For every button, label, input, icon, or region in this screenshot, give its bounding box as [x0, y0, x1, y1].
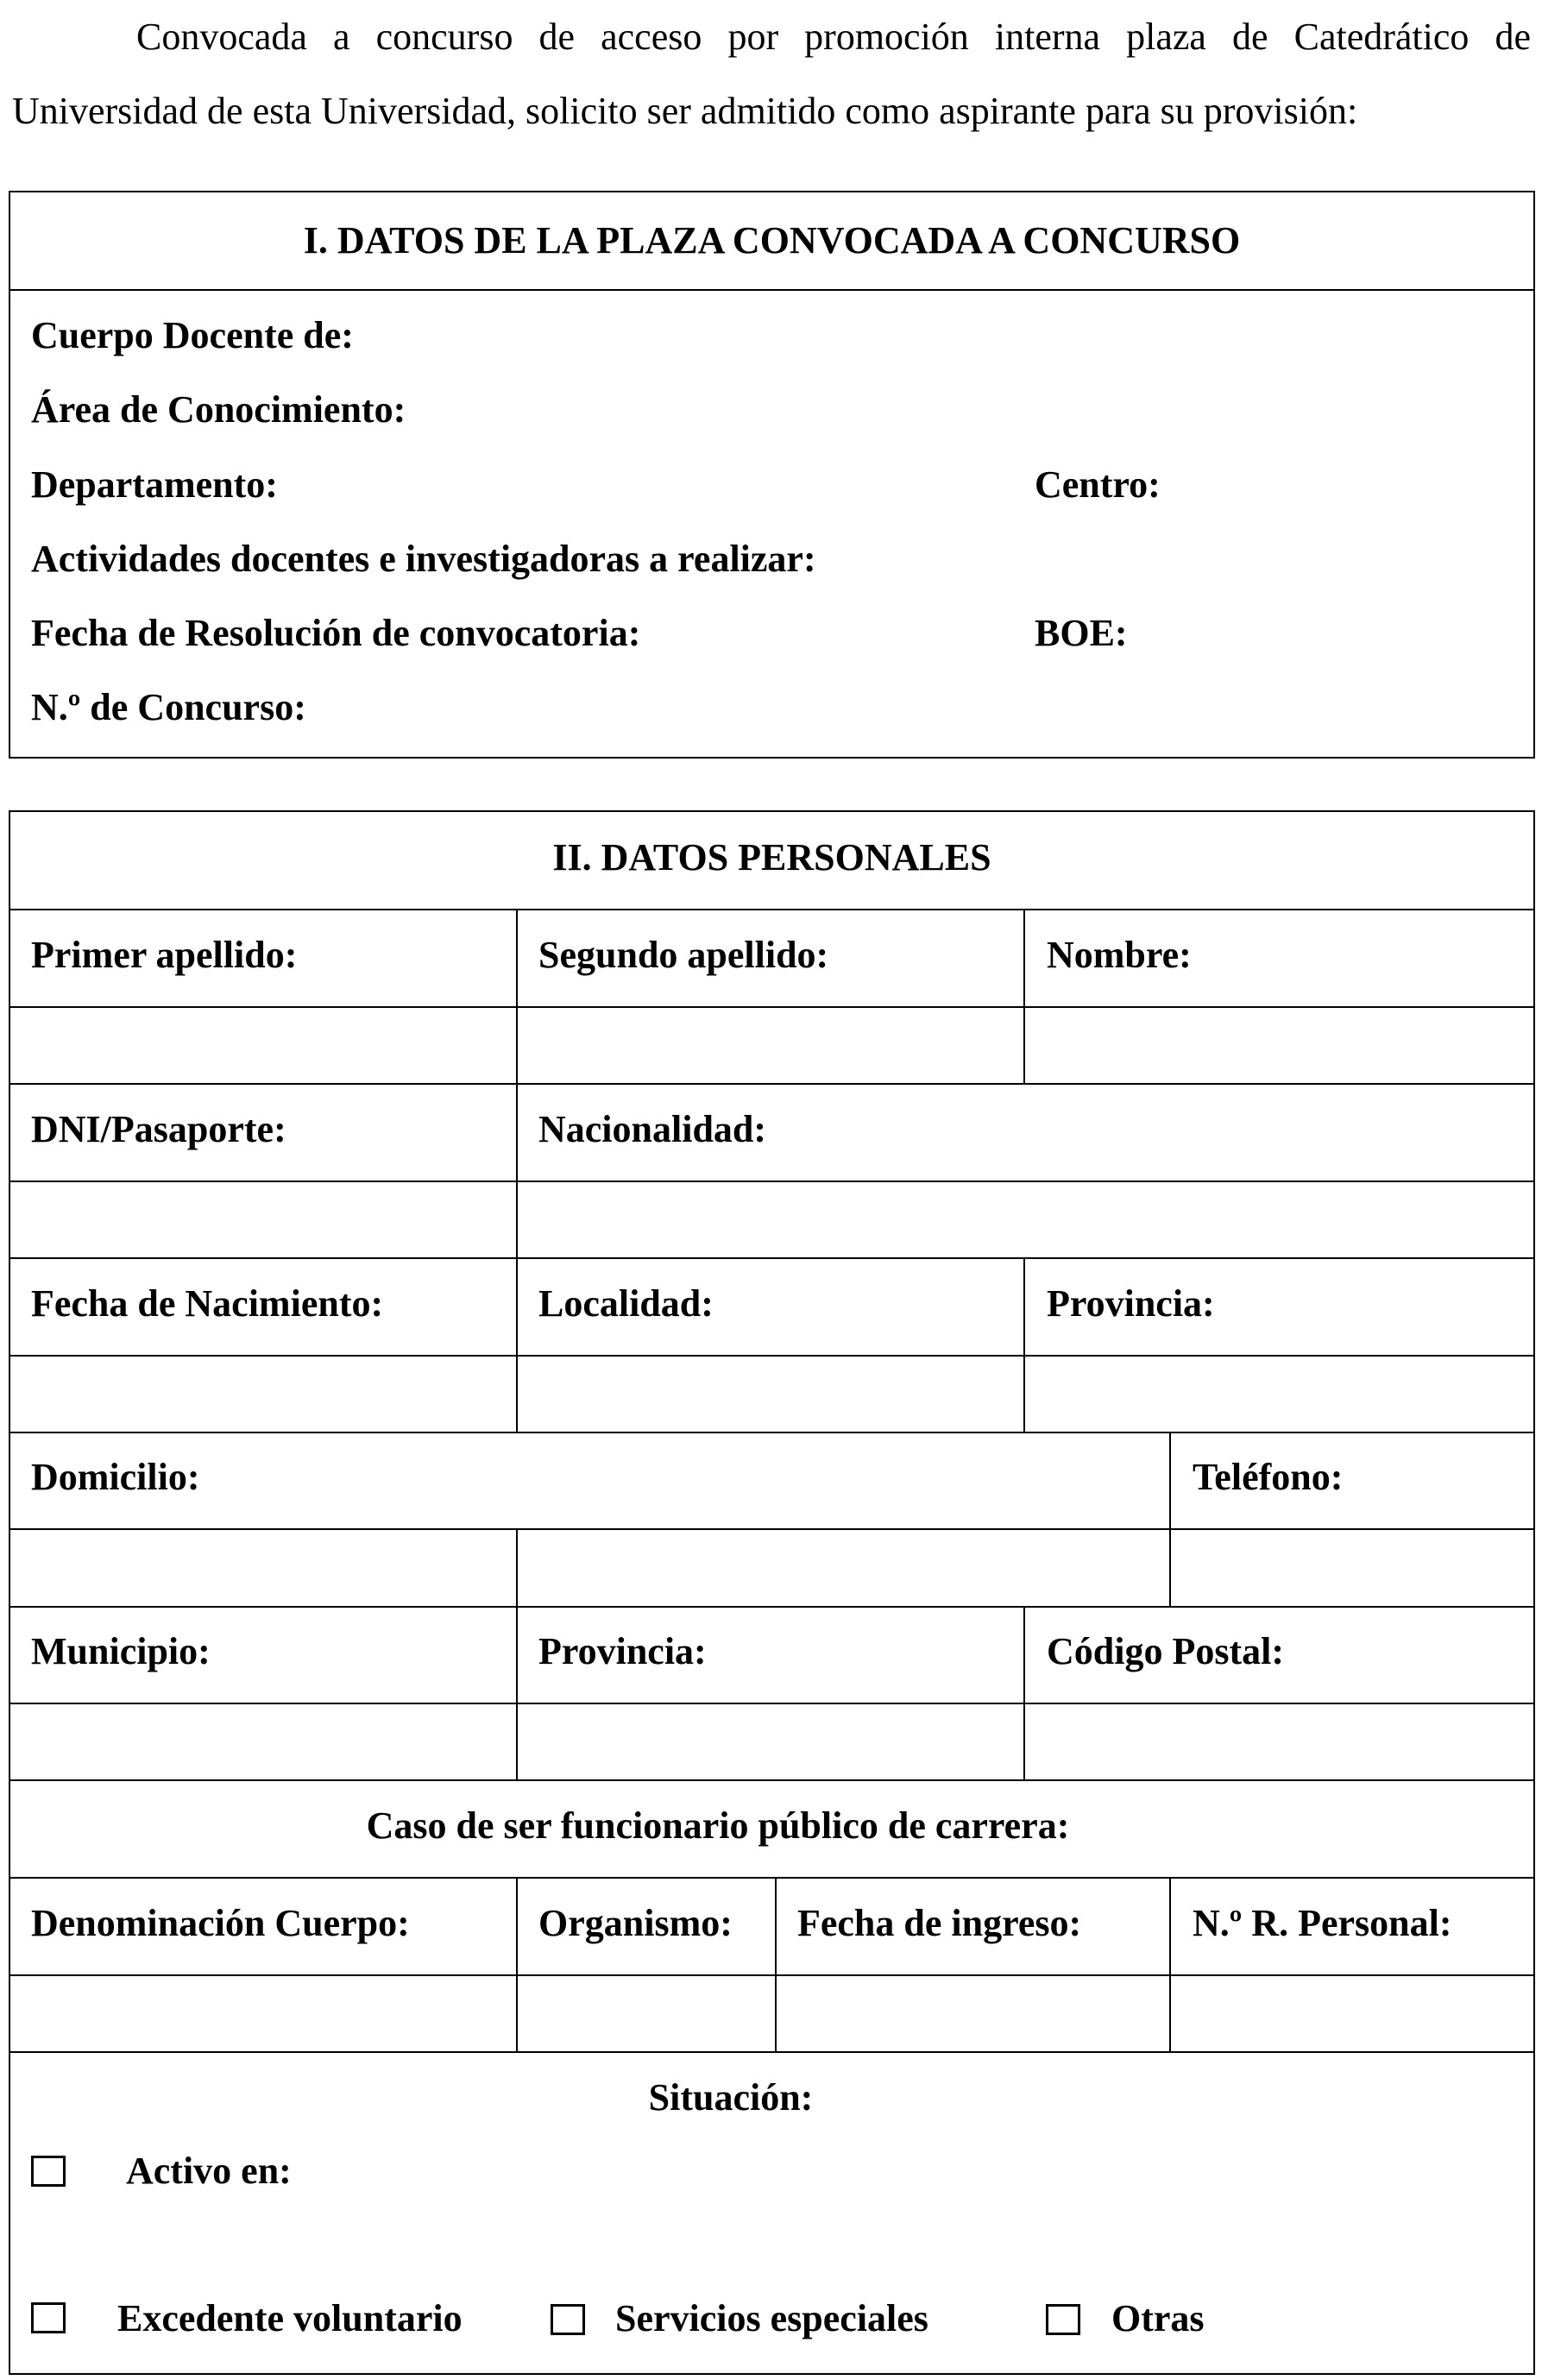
label-actividades: Actividades docentes e investigadoras a realizar:	[31, 538, 816, 580]
input-fecha-nacimiento[interactable]	[12, 1357, 514, 1430]
section-personal	[9, 810, 1535, 2375]
label-provincia-nacimiento: Provincia:	[1047, 1282, 1215, 1325]
intro-line-1: Convocada a concurso de acceso por promoción interna plaza de Catedrático de	[136, 16, 1531, 58]
divider	[10, 1877, 1533, 1879]
divider	[10, 1974, 1533, 1976]
input-denominacion-cuerpo[interactable]	[12, 1977, 514, 2049]
label-nrp: N.º R. Personal:	[1193, 1902, 1452, 1944]
checkbox-excedente[interactable]	[31, 2302, 66, 2333]
divider	[10, 1606, 1533, 1608]
input-nacionalidad[interactable]	[519, 1183, 1532, 1256]
divider	[516, 1257, 518, 1432]
input-localidad[interactable]	[519, 1357, 1022, 1430]
input-primer-apellido[interactable]	[12, 1009, 514, 1081]
divider	[1023, 1606, 1025, 1779]
label-primer-apellido: Primer apellido:	[31, 934, 298, 976]
label-activo: Activo en:	[126, 2150, 292, 2192]
label-excedente: Excedente voluntario	[117, 2297, 463, 2339]
label-codigo-postal: Código Postal:	[1047, 1630, 1284, 1672]
divider	[516, 1606, 518, 1779]
label-dni: DNI/Pasaporte:	[31, 1108, 286, 1150]
divider	[10, 289, 1533, 291]
divider	[10, 1083, 1533, 1085]
label-nombre: Nombre:	[1047, 934, 1192, 976]
section-plaza	[9, 191, 1535, 759]
label-boe: BOE:	[1035, 612, 1128, 654]
checkbox-otras[interactable]	[1046, 2304, 1080, 2335]
section-personal-title: II. DATOS PERSONALES	[552, 836, 991, 878]
label-segundo-apellido: Segundo apellido:	[538, 934, 829, 976]
divider	[10, 1432, 1533, 1433]
divider	[1169, 1877, 1171, 2051]
label-organismo: Organismo:	[538, 1902, 733, 1944]
intro-paragraph	[12, 0, 1531, 148]
input-nrp[interactable]	[1173, 1977, 1532, 2049]
input-domicilio[interactable]	[12, 1531, 1168, 1604]
input-provincia-nacimiento[interactable]	[1027, 1357, 1532, 1430]
label-telefono: Teléfono:	[1193, 1456, 1344, 1498]
divider	[1169, 1432, 1171, 1606]
input-segundo-apellido[interactable]	[519, 1009, 1022, 1081]
divider	[10, 1181, 1533, 1182]
label-fecha-resolucion: Fecha de Resolución de convocatoria:	[31, 612, 641, 654]
divider	[10, 1703, 1533, 1704]
divider	[10, 909, 1533, 910]
divider	[10, 1528, 1533, 1530]
input-telefono[interactable]	[1173, 1531, 1532, 1604]
label-municipio: Municipio:	[31, 1630, 211, 1672]
input-organismo[interactable]	[519, 1977, 773, 2049]
divider	[1023, 909, 1025, 1083]
label-otras: Otras	[1111, 2297, 1205, 2339]
input-dni[interactable]	[12, 1183, 514, 1256]
funcionario-heading: Caso de ser funcionario público de carrera:	[366, 1804, 1070, 1847]
divider	[516, 1083, 518, 1257]
label-nacionalidad: Nacionalidad:	[538, 1108, 767, 1150]
checkbox-activo[interactable]	[31, 2156, 66, 2187]
label-fecha-ingreso: Fecha de ingreso:	[797, 1902, 1082, 1944]
input-codigo-postal[interactable]	[1027, 1705, 1532, 1778]
label-num-concurso: N.º de Concurso:	[31, 686, 306, 728]
label-cuerpo-docente: Cuerpo Docente de:	[31, 314, 354, 356]
divider	[516, 1877, 518, 2051]
label-domicilio: Domicilio:	[31, 1456, 200, 1498]
divider	[10, 1779, 1533, 1781]
divider	[10, 1355, 1533, 1357]
label-provincia-domicilio: Provincia:	[538, 1630, 707, 1672]
label-fecha-nacimiento: Fecha de Nacimiento:	[31, 1282, 384, 1325]
label-centro: Centro:	[1035, 463, 1161, 506]
divider	[516, 909, 518, 1083]
divider	[10, 2051, 1533, 2053]
label-denominacion-cuerpo: Denominación Cuerpo:	[31, 1902, 410, 1944]
input-fecha-ingreso[interactable]	[778, 1977, 1168, 2049]
input-municipio[interactable]	[12, 1705, 514, 1778]
section-plaza-title: I. DATOS DE LA PLAZA CONVOCADA A CONCURSO	[303, 219, 1241, 261]
label-departamento: Departamento:	[31, 463, 278, 506]
divider	[775, 1877, 777, 2051]
checkbox-servicios-especiales[interactable]	[551, 2304, 585, 2335]
label-area: Área de Conocimiento:	[31, 388, 406, 431]
intro-line-2: Universidad de esta Universidad, solicito ser admitido como aspirante para su provisión:	[12, 90, 1358, 132]
divider	[1023, 1257, 1025, 1432]
input-nombre[interactable]	[1027, 1009, 1532, 1081]
divider	[10, 1006, 1533, 1008]
label-servicios-especiales: Servicios especiales	[615, 2297, 928, 2339]
label-localidad: Localidad:	[538, 1282, 714, 1325]
input-provincia-domicilio[interactable]	[519, 1705, 1022, 1778]
divider	[10, 1257, 1533, 1259]
situacion-heading: Situación:	[648, 2076, 814, 2119]
